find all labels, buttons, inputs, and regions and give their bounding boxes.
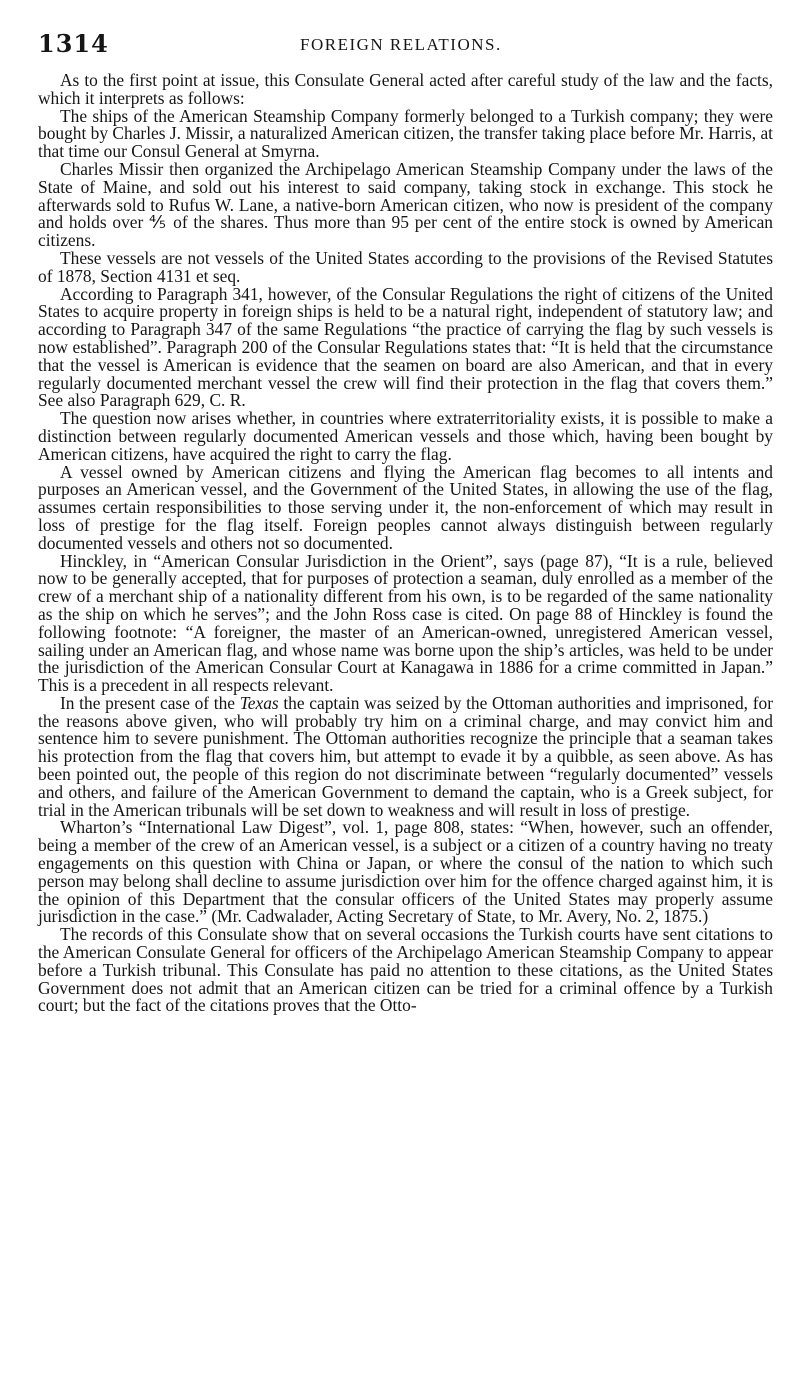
texas-text-before: In the present case of the bbox=[60, 692, 240, 713]
running-title: FOREIGN RELATIONS. bbox=[300, 35, 502, 54]
page-number: 1314 bbox=[38, 29, 109, 58]
paragraph-consular-regulations: According to Paragraph 341, however, of the Consular Regulations the right of citizens of the United States to acquire property in foreign ships is held to be a natural right, independent of statutory law; and according to Paragraph 347 of the same Regulations “the practice of carrying the flag by such vessels is now established”. Paragraph 200 of the Consular Regulations states that: “It is held that the circumstance that the vessel is American is evidence that the seamen on board are also American, and that in every regularly documented merchant vessel the crew will find their protection in the flag that covers them.” See also Paragraph 629, C. R. bbox=[38, 283, 773, 411]
paragraph-first-point: As to the first point at issue, this Consulate General acted after careful study of the law and the facts, which it interprets as follows: bbox=[38, 70, 773, 108]
document-page bbox=[38, 30, 773, 1015]
paragraph-texas-case bbox=[38, 692, 773, 820]
running-head bbox=[38, 30, 773, 60]
paragraph-ship-ownership: The ships of the American Steamship Company formerly belonged to a Turkish company; they were bought by Charles J. Missir, a naturalized American citizen, the transfer taking place before Mr. Harris, at that time our Consul General at Smyrna. bbox=[38, 105, 773, 162]
paragraph-turkish-citations: The records of this Consulate show that on several occasions the Turkish courts have sent citations to the American Consulate General for officers of the Archipelago American Steamship Company to appear before a Turkish tribunal. This Consulate has paid no attention to these citations, as the United States Government does not admit that an American citizen can be tried for a criminal offence by a Turkish court; but the fact of the citations proves that the Otto- bbox=[38, 924, 773, 1016]
paragraph-extraterritoriality-question: The question now arises whether, in countries where extraterritoriality exists, it is possible to make a distinction between regularly documented American vessels and those which, having been bought by American citizens, have acquired the right to carry the flag. bbox=[38, 408, 773, 464]
paragraph-revised-statutes: These vessels are not vessels of the United States according to the provisions of the Revised Statutes of 1878, Section 4131 et seq. bbox=[38, 247, 773, 286]
paragraph-hinckley: Hinckley, in “American Consular Jurisdiction in the Orient”, says (page 87), “It is a rule, believed now to be generally accepted, that for purposes of protection a seaman, duly enrolled as a member of the crew of a merchant ship of a nationality different from his own, is to be regarded of the same nationality as the ship on which he serves”; and the John Ross case is cited. On page 88 of Hinckley is found the following footnote: “A foreigner, the master of an American-owned, unregistered American vessel, sailing under an American flag, and whose name was borne upon the ship’s articles, was held to be under the jurisdiction of the American Consular Court at Kanagawa in 1886 for a crime committed in Japan.” This is a precedent in all respects relevant. bbox=[38, 550, 773, 696]
paragraph-american-flag: A vessel owned by American citizens and flying the American flag becomes to all intents and purposes an American vessel, and the Government of the United States, in allowing the use of the flag, assumes certain responsibilities to those serving under it, the non-enforcement of which may result in loss of prestige for the flag itself. Foreign peoples cannot always distinguish between regularly documented vessels and others not so documented. bbox=[38, 461, 773, 553]
body-text bbox=[38, 72, 773, 1015]
ship-name-texas: Texas bbox=[239, 692, 279, 713]
texas-text-after: the captain was seized by the Ottoman authorities and imprisoned, for the reasons above given, who will probably try him on a criminal charge, and may convict him and sentence him to severe punishment. The Ottoman authorities recognize the principle that a seaman takes his protection from the flag that covers him, but attempt to evade it by a quibble, as seen above. As has been pointed out, the people of this region do not discriminate between “regularly documented” vessels and others, and failure of the American Government to demand the captain, who is a Greek subject, for trial in the American tribunals will be set down to weakness and will result in loss of prestige. bbox=[38, 692, 773, 820]
paragraph-missir-company: Charles Missir then organized the Archipelago American Steamship Company under the laws of the State of Maine, and sold out his interest to said company, taking stock in exchange. This stock he afterwards sold to Rufus W. Lane, a native-born American citizen, who now is president of the company and holds over ⅘ of the shares. Thus more than 95 per cent of the entire stock is owned by American citizens. bbox=[38, 158, 773, 251]
paragraph-wharton: Wharton’s “International Law Digest”, vol. 1, page 808, states: “When, however, such an offender, being a member of the crew of an American vessel, is a subject or a citizen of a country having no treaty engagements on this question with China or Japan, or where the consul of the nation to which such person may belong shall decline to assume jurisdiction over him for the offence charged against him, it is the opinion of this Department that the consular officers of the United States may properly assume jurisdiction in the case.” (Mr. Cadwalader, Acting Secretary of State, to Mr. Avery, No. 2, 1875.) bbox=[38, 817, 773, 927]
